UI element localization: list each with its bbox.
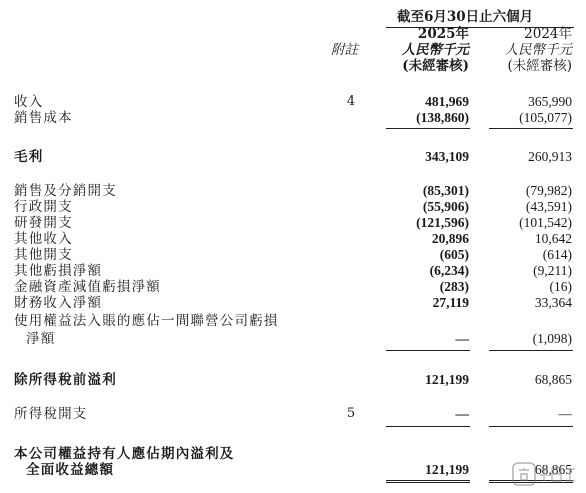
row-2024-other-losses-net: (9,211)	[533, 263, 572, 278]
subtotal-rule-2025-c	[386, 426, 470, 427]
row-2025-selling-expenses: (85,301)	[422, 183, 469, 198]
row-2025-other-expenses: (605)	[439, 247, 469, 262]
row-2024-gross-profit: 260,913	[528, 149, 572, 164]
col-2024-audit: (未經審核)	[507, 58, 572, 74]
row-label-other-income: 其他收入	[14, 231, 73, 247]
row-label-finance-income-net: 財務收入淨額	[14, 295, 103, 311]
row-label-total-comprehensive-income-cont: 全面收益總額	[26, 462, 115, 478]
row-2024-associate-loss: (1,098)	[532, 331, 572, 346]
row-2025-impairment-losses: (283)	[439, 279, 469, 294]
row-2024-cost-of-sales: (105,077)	[519, 110, 572, 125]
row-label-other-expenses: 其他開支	[14, 247, 73, 263]
row-label-impairment-losses: 金融資產減值虧損淨額	[14, 279, 161, 295]
row-2025-finance-income-net: 27,119	[432, 295, 469, 310]
row-label-associate-loss: 使用權益法入賬的應佔一間聯營公司虧損	[14, 313, 279, 329]
row-note-revenue: 4	[346, 94, 356, 109]
row-2024-rd-expenses: (101,542)	[519, 215, 572, 230]
subtotal-rule-2025	[386, 128, 470, 129]
row-2024-admin-expenses: (43,591)	[525, 199, 572, 214]
row-label-total-comprehensive-income: 本公司權益持有人應佔期內溢利及	[14, 446, 235, 462]
subtotal-rule-2024-c	[489, 426, 573, 427]
row-label-cost-of-sales: 銷售成本	[14, 110, 73, 126]
row-2024-other-expenses: (614)	[542, 247, 572, 262]
row-label-profit-before-tax: 除所得稅前溢利	[14, 372, 117, 388]
row-label-selling-expenses: 銷售及分銷開支	[14, 183, 117, 199]
row-2024-income-tax: —	[558, 406, 572, 421]
row-2025-total-comprehensive-income: 121,199	[425, 462, 469, 477]
row-label-other-losses-net: 其他虧損淨額	[14, 263, 103, 279]
gelonghui-logo-icon	[512, 461, 578, 487]
row-2025-gross-profit: 343,109	[425, 149, 469, 164]
row-2025-income-tax: —	[455, 406, 469, 421]
row-2024-other-income: 10,642	[534, 231, 572, 246]
row-2024-impairment-losses: (16)	[549, 279, 572, 294]
col-2025-year: 2025年	[417, 26, 469, 42]
row-note-income-tax: 5	[346, 406, 356, 421]
row-2025-revenue: 481,969	[425, 94, 469, 109]
row-label-income-tax: 所得稅開支	[14, 406, 88, 422]
total-double-rule-2025	[386, 480, 470, 483]
row-2025-rd-expenses: (121,596)	[416, 215, 469, 230]
row-2025-other-losses-net: (6,234)	[429, 263, 469, 278]
row-label-admin-expenses: 行政開支	[14, 199, 73, 215]
col-2024-year: 2024年	[524, 26, 572, 42]
subtotal-rule-2024	[489, 128, 573, 129]
row-label-gross-profit: 毛利	[14, 149, 44, 165]
subtotal-rule-2025-b	[386, 350, 470, 351]
row-label-rd-expenses: 研發開支	[14, 215, 73, 231]
period-title: 截至6月30日止六個月	[397, 9, 534, 25]
row-2025-cost-of-sales: (138,860)	[416, 110, 469, 125]
row-2024-profit-before-tax: 68,865	[534, 372, 572, 387]
note-column-label: 附註	[331, 42, 358, 58]
row-2024-finance-income-net: 33,364	[534, 295, 572, 310]
row-2024-revenue: 365,990	[528, 94, 572, 109]
row-2024-total-comprehensive-income: 68,865	[534, 462, 572, 477]
col-2025-audit: (未經審核)	[402, 58, 469, 74]
row-label-revenue: 收入	[14, 94, 44, 110]
row-2025-admin-expenses: (55,906)	[422, 199, 469, 214]
col-2024-unit: 人民幣千元	[504, 42, 572, 58]
subtotal-rule-2024-b	[489, 350, 573, 351]
row-2025-associate-loss: —	[455, 331, 469, 346]
row-2024-selling-expenses: (79,982)	[525, 183, 572, 198]
col-2025-unit: 人民幣千元	[401, 42, 469, 58]
row-label-associate-loss-cont: 淨額	[26, 331, 56, 347]
row-2025-profit-before-tax: 121,199	[425, 372, 469, 387]
row-2025-other-income: 20,896	[431, 231, 469, 246]
